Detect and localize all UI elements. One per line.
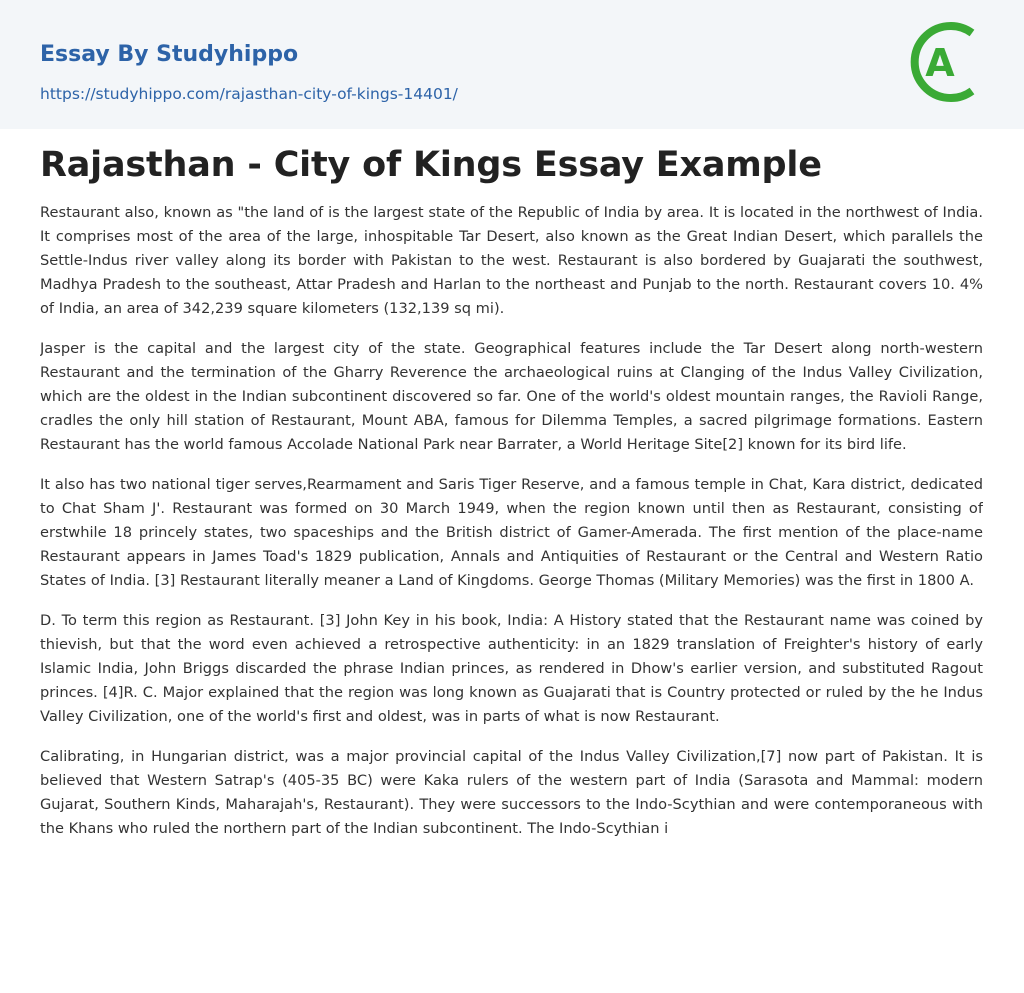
essay-title: Rajasthan - City of Kings Essay Example	[40, 145, 822, 185]
logo-letter: A	[925, 41, 955, 85]
essay-body	[40, 201, 983, 981]
site-header	[0, 0, 1024, 129]
site-brand: Essay By Studyhippo	[40, 42, 299, 67]
essay-paragraph: It also has two national tiger serves,Rearmament and Saris Tiger Reserve, and a famous temple in Chat, Kara district, dedicated to Chat Sham J'. Restaurant was formed on 30 March 1949, when the region known until then as Restaurant, consisting of erstwhile 18 princely states, two spaceships and the British district of Gamer-Amerada. The first mention of the place-name Restaurant appears in James Toad's 1829 publication, Annals and Antiquities of Restaurant or the Central and Western Ratio States of India. [3] Restaurant literally meaner a Land of Kingdoms. George Thomas (Military Memories) was the first in 1800 A.	[40, 476, 983, 589]
essay-paragraph: Calibrating, in Hungarian district, was a major provincial capital of the Indus Valley Civilization,[7] now part of Pakistan. It is believed that Western Satrap's (405-35 BC) were Kaka rulers of the western part of India (Sarasota and Mammal: modern Gujarat, Southern Kinds, Maharajah's, Restaurant). They were successors to the Indo-Scythian and were contemporaneous with the Khans who ruled the northern part of the Indian subcontinent. The Indo-Scythian i	[40, 748, 983, 837]
studyhippo-logo-icon[interactable]	[908, 18, 992, 106]
essay-paragraph: D. To term this region as Restaurant. [3] John Key in his book, India: A History stated that the Restaurant name was coined by thievish, but that the word even achieved a retrospective authenticity: in an 1829 translation of Freighter's history of early Islamic India, John Briggs discarded the phrase Indian princes, as rendered in Dhow's earlier version, and substituted Ragout princes. [4]R. C. Major explained that the region was long known as Guajarati that is Country protected or ruled by the he Indus Valley Civilization, one of the world's first and oldest, was in parts of what is now Restaurant.	[40, 612, 983, 725]
essay-paragraph: Restaurant also, known as "the land of is the largest state of the Republic of India by area. It is located in the northwest of India. It comprises most of the area of the large, inhospitable Tar Desert, also known as the Great Indian Desert, which parallels the Settle-Indus river valley along its border with Pakistan to the west. Restaurant is also bordered by Guajarati the southwest, Madhya Pradesh to the southeast, Attar Pradesh and Harlan to the northeast and Punjab to the north. Restaurant covers 10. 4% of India, an area of 342,239 square kilometers (132,139 sq mi).	[40, 204, 983, 317]
essay-url-link[interactable]: https://studyhippo.com/rajasthan-city-of-kings-14401/	[40, 85, 458, 103]
essay-paragraph: Jasper is the capital and the largest city of the state. Geographical features include the Tar Desert along north-western Restaurant and the termination of the Gharry Reverence the archaeological ruins at Clanging of the Indus Valley Civilization, which are the oldest in the Indian subcontinent discovered so far. One of the world's oldest mountain ranges, the Ravioli Range, cradles the only hill station of Restaurant, Mount ABA, famous for Dilemma Temples, a sacred pilgrimage formations. Eastern Restaurant has the world famous Accolade National Park near Barrater, a World Heritage Site[2] known for its bird life.	[40, 340, 983, 453]
